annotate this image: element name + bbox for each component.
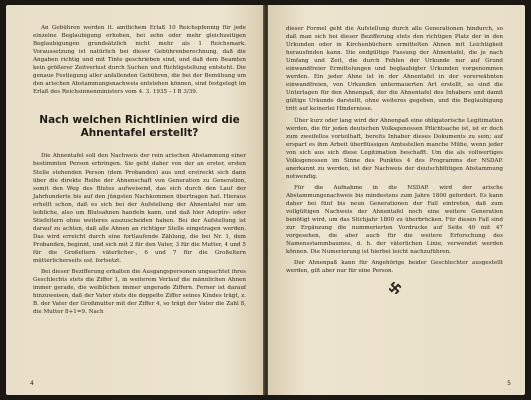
issuance-paragraph: Der Ahnenpaß kann für Angehörige beider Geschlechter ausgestellt werden, gilt aber nur für eine Person. <box>286 260 503 275</box>
right-page <box>268 5 525 395</box>
admission-paragraph: Für die Aufnahme in die NSDAP. wird der arische Abstammungsnachweis bis mindestens zum Jahre 1800 gefordert. Es kann daher bei fünf bis neun Generationen der Fall eintreten, daß zum vollgültigen Nachweis der Ahnentafel noch eine weitere Generation benötigt wird, um das Stichjahr 1800 zu überbrücken. Für diesen Fall sind zur Ergänzung die nummerierten Vordrucke auf Seite 40 mit 47 vorgesehen, die aber auch für die weitere Erforschung des Namensstammbaumes, d. h. der väterlichen Linie, verwendet werden können. Die Numerierung ist hierbei leicht nachzuführen. <box>286 184 503 256</box>
legitimation-paragraph: Über kurz oder lang wird der Ahnenpaß eine obligatorische Legitimation werden, die für jeden deutschen Volksgenossen Pflichtsache ist, ist er doch zum zweifellos vorteilhaft, bereits Inhaber dieses Dokuments zu sein; auf erspart es ihm Arbeit überflüssigen Amtsstellen manche Mühe, wenn jeder von sich aus sich diese Legitimation beschafft. Um die als vollwertiges Volksgenossen im Sinne des Punktes 4 des Programms der NSDAP. anerkannt zu werden, ist der Nachweis der deutschblütigen Abstammung notwendig. <box>286 117 503 180</box>
section-heading: Nach welchen Richtlinien wird die Ahnentafel erstellt? <box>39 114 240 140</box>
numbering-paragraph: Bei dieser Bezifferung erhalten die Ausgangspersonen ungeachtet ihres Geschlechts stets die Ziffer 1, in weiterem Verlauf die männlichen Ahnen immer gerade, die weiblichen immer ungerade Ziffern. Ferner ist darauf hinzuweisen, daß der Vater stets die doppelte Ziffer seines Kindes trägt, z. B. der Vater der Großmutter mit der Ziffer 4, so trägt der Vater die Zahl 8, die Mutter 8+1=9. Nach <box>33 269 246 316</box>
fee-paragraph: An Gebühren werden lt. amtlichem Erlaß 10 Reichspfennig für jede einzelne Beglaubigung erhoben, bei zehn oder mehr gleichzeitigen Beglaubigungen grundsätzlich nicht mehr als 1 Reichsmark. Voraussetzung ist natürlich bei dieser Gebührenberechnung, daß die Angaben richtig und mit Tinte geschrieben sind, und daß dem Beamten kein größerer Zeitverlust durch Suchen und Richtigstellung entsteht. Die genaue Festlegung aller anfallenden Gebühren, die bei der Bemühung um den arischen Abstammungsnachweis entstehen können, sind festgelegt im Erlaß des Reichsinnenministers vom 4. 3. 1935 – I B 3/39. <box>33 25 246 96</box>
page-number-left: 4 <box>30 380 34 387</box>
left-page <box>6 5 264 395</box>
formula-paragraph: dieser Formel geht die Aufstellung durch alle Generationen hindurch, so daß man sich bei dieser Bezifferung stets den richtigen Platz der in den Urkunden oder in Kirchenbüchern ermittelten Ahnen mit Leichtigkeit herausfinden kann. Die endgültige Fassung der Ahnentafel, die je nach Umfang und Zeit, die durch Fehlen der Urkunde nur auf Grund einwandfreier Ermittelungen und beglaubigter Urkunden vorgenommen werden. Ein jeder Ahne ist in der Ahnentafel in der vorerwähnten einwandfreien, von Urkunden untermauerten Art erstellt, so sind die Unterlagen für den Ahnenpaß, der die Ahnentafel des Inhabers und damit gültige Urkunde darstellt, ohne weiteres gegeben, und die Beglaubigung tritt auf keinerlei Hindernisse. <box>286 26 503 113</box>
right-page-content <box>286 25 503 294</box>
left-page-content <box>33 24 246 316</box>
page-number-right: 5 <box>507 380 511 387</box>
ancestry-table-paragraph: Die Ahnentafel soll den Nachweis der rein arischen Abstammung einer bestimmten Person erbringen. Sie geht daher von der an erster, ersten Stelle stehenden Person (dem Probanden) aus und erstreckt sich dann über die direkte Reihe der Ahnenschaft von Generation zu Generation, somit den Weg des Blutes aufweisend, das sich durch den Lauf der Jahrhunderte bis auf den jüngsten Nachkommen übertragen hat. Hieraus erhellt schon, daß es sich bei der Aufstellung der Ahnentafel nur um leibliche, also um Blutsahnen handeln kann, und daß hier Adoptiv- oder Stiefeltern ohne weiteres auszuscheiden haben. Bei der Aufstellung ist darauf zu achten, daß alle Ahnen an richtiger Stelle eingetragen werden. Das wird erreicht durch eine fortlaufende Zählung, die bei Nr. 1, dem Probanden, beginnt, und sich mit 2 für den Vater, 3 für die Mutter, 4 und 5 für die Großeltern väterlicher-, 6 und 7 für die Großeltern mütterlicherseits usf. fortsetzt. <box>33 153 246 265</box>
swastika-icon <box>389 282 401 294</box>
